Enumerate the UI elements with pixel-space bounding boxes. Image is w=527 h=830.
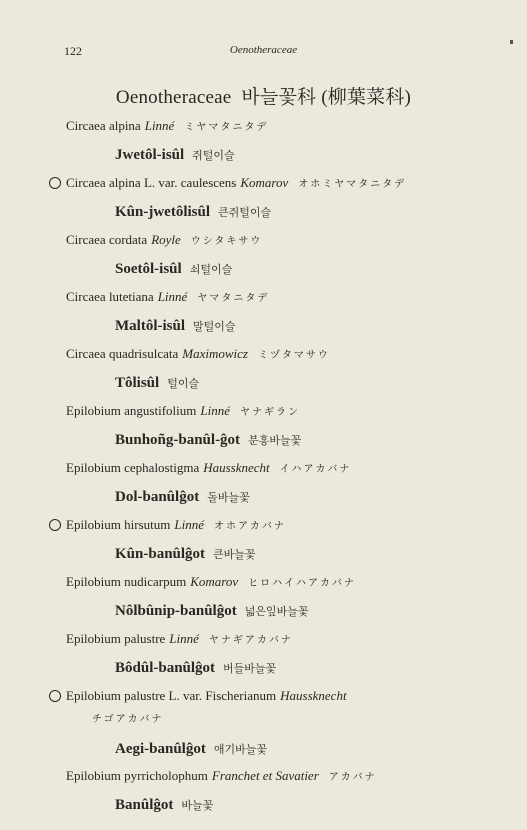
korean-name-line — [115, 429, 301, 451]
species-entry — [0, 230, 527, 287]
korean-name-line — [115, 600, 309, 622]
korean-name-line — [115, 201, 271, 223]
korean-name-line — [115, 543, 256, 565]
romanized-name: Banûlĝot — [115, 797, 174, 813]
romanized-name: Kûn-jwetôlisûl — [115, 204, 211, 220]
scientific-name-line — [66, 686, 347, 706]
japanese-name: ミヅタマサウ — [257, 350, 330, 361]
circle-marker-icon — [49, 177, 61, 189]
romanized-name: Dol-banûlĝot — [115, 489, 200, 505]
scientific-name-line — [66, 515, 286, 535]
page-number: 122 — [64, 44, 82, 58]
romanized-name: Bunhoñg-banûl-ĝot — [115, 432, 241, 448]
scientific-name-line — [66, 173, 406, 193]
circle-marker-icon — [49, 690, 61, 702]
japanese-name: ヒロハイハアカバナ — [248, 578, 356, 589]
scientific-name: Epilobium pyrricholophum — [66, 768, 208, 783]
scientific-name: Epilobium nudicarpum — [66, 574, 187, 589]
species-entry — [0, 766, 527, 823]
species-entry — [0, 344, 527, 401]
hangul-name: 바늘꽃 — [181, 799, 214, 812]
author-name: Linné — [169, 631, 199, 646]
hangul-name: 분홍바늘꽃 — [248, 434, 302, 447]
japanese-name: ヤナギラン — [239, 407, 300, 418]
hangul-name: 넓은잎바늘꽃 — [244, 605, 309, 618]
family-title — [0, 82, 527, 109]
species-entry — [0, 116, 527, 173]
species-entry — [0, 629, 527, 686]
species-entry — [0, 401, 527, 458]
romanized-name: Aegi-banûlĝot — [115, 741, 206, 757]
scientific-name-line — [66, 572, 356, 592]
scientific-name: Circaea quadrisulcata — [66, 346, 179, 361]
scientific-name: Circaea alpina — [66, 118, 141, 133]
species-entry — [0, 287, 527, 344]
romanized-name: Bôdûl-banûlĝot — [115, 660, 216, 676]
japanese-name: チゴアカバナ — [92, 714, 164, 725]
scientific-name-line — [66, 629, 293, 649]
scientific-name: Epilobium cephalostigma — [66, 460, 200, 475]
author-name: Maximowicz — [182, 346, 248, 361]
japanese-name: ヤマタニタデ — [197, 293, 270, 304]
scientific-name-line — [66, 287, 269, 307]
hangul-name: 쇠털이슬 — [189, 263, 233, 276]
hangul-name: 말털이슬 — [193, 320, 236, 333]
author-name: Komarov — [190, 574, 239, 589]
korean-name-line — [115, 657, 276, 679]
species-entry — [0, 572, 527, 629]
author-name: Linné — [174, 517, 204, 532]
hangul-name: 털이슬 — [167, 377, 200, 390]
korean-name-line — [115, 258, 232, 280]
scientific-name: Circaea alpina L. var. caulescens — [66, 175, 237, 190]
romanized-name: Kûn-banûlĝot — [115, 546, 206, 562]
japanese-name: ウシタキサウ — [190, 236, 263, 247]
japanese-name: オホミヤマタニタデ — [298, 179, 407, 190]
scientific-name: Epilobium angustifolium — [66, 403, 197, 418]
species-entry — [0, 686, 527, 766]
scientific-name: Circaea lutetiana — [66, 289, 154, 304]
korean-name-line — [115, 372, 199, 394]
romanized-name: Nôlbûnip-banûlĝot — [115, 603, 237, 619]
scientific-name-line — [66, 401, 300, 421]
japanese-name: オホアカバナ — [214, 521, 286, 532]
scientific-name: Circaea cordata — [66, 232, 148, 247]
korean-name-line — [115, 144, 235, 166]
scientific-name-line — [66, 458, 351, 478]
scientific-name-line — [66, 116, 268, 136]
scientific-name: Epilobium palustre L. var. Fischerianum — [66, 688, 277, 703]
romanized-name: Soetôl-isûl — [115, 261, 182, 277]
author-name: Haussknecht — [280, 688, 347, 703]
korean-name-line — [115, 486, 250, 508]
japanese-name: ヤナギアカバナ — [208, 635, 293, 646]
romanized-name: Tôlisûl — [115, 375, 160, 391]
scientific-name-line — [66, 230, 262, 250]
running-head: Oenotheraceae — [229, 44, 298, 56]
species-entry — [0, 515, 527, 572]
scientific-name: Epilobium hirsutum — [66, 517, 171, 532]
family-latin: Oenotheraceae — [115, 87, 232, 108]
author-name: Linné — [157, 289, 188, 304]
author-name: Komarov — [240, 175, 289, 190]
hangul-name: 버들바늘꽃 — [223, 662, 277, 675]
family-korean-cjk: 바늘꽃科 (柳葉菜科) — [241, 87, 412, 108]
hangul-name: 큰쥐털이슬 — [218, 206, 272, 219]
species-list — [0, 116, 527, 823]
author-name: Haussknecht — [203, 460, 270, 475]
hangul-name: 애기바늘꽃 — [213, 743, 267, 756]
hangul-name: 큰바늘꽃 — [213, 548, 256, 561]
author-name: Linné — [144, 118, 175, 133]
author-name: Franchet et Savatier — [211, 768, 319, 783]
japanese-name: イハアカバナ — [279, 464, 352, 475]
circle-marker-icon — [49, 519, 61, 531]
scientific-name-line — [66, 344, 330, 364]
romanized-name: Jwetôl-isûl — [115, 147, 185, 163]
scientific-name: Epilobium palustre — [66, 631, 166, 646]
species-entry — [0, 173, 527, 230]
romanized-name: Maltôl-isûl — [115, 318, 185, 334]
korean-name-line — [115, 315, 236, 337]
korean-name-line — [115, 738, 267, 760]
hangul-name: 돌바늘꽃 — [207, 491, 250, 504]
japanese-name: アカバナ — [328, 772, 377, 783]
author-name: Linné — [200, 403, 230, 418]
scientific-name-line — [66, 766, 377, 786]
japanese-name: ミヤマタニタデ — [184, 122, 269, 133]
hangul-name: 쥐털이슬 — [192, 149, 235, 162]
korean-name-line — [115, 794, 213, 816]
author-name: Royle — [151, 232, 181, 247]
species-entry — [0, 458, 527, 515]
